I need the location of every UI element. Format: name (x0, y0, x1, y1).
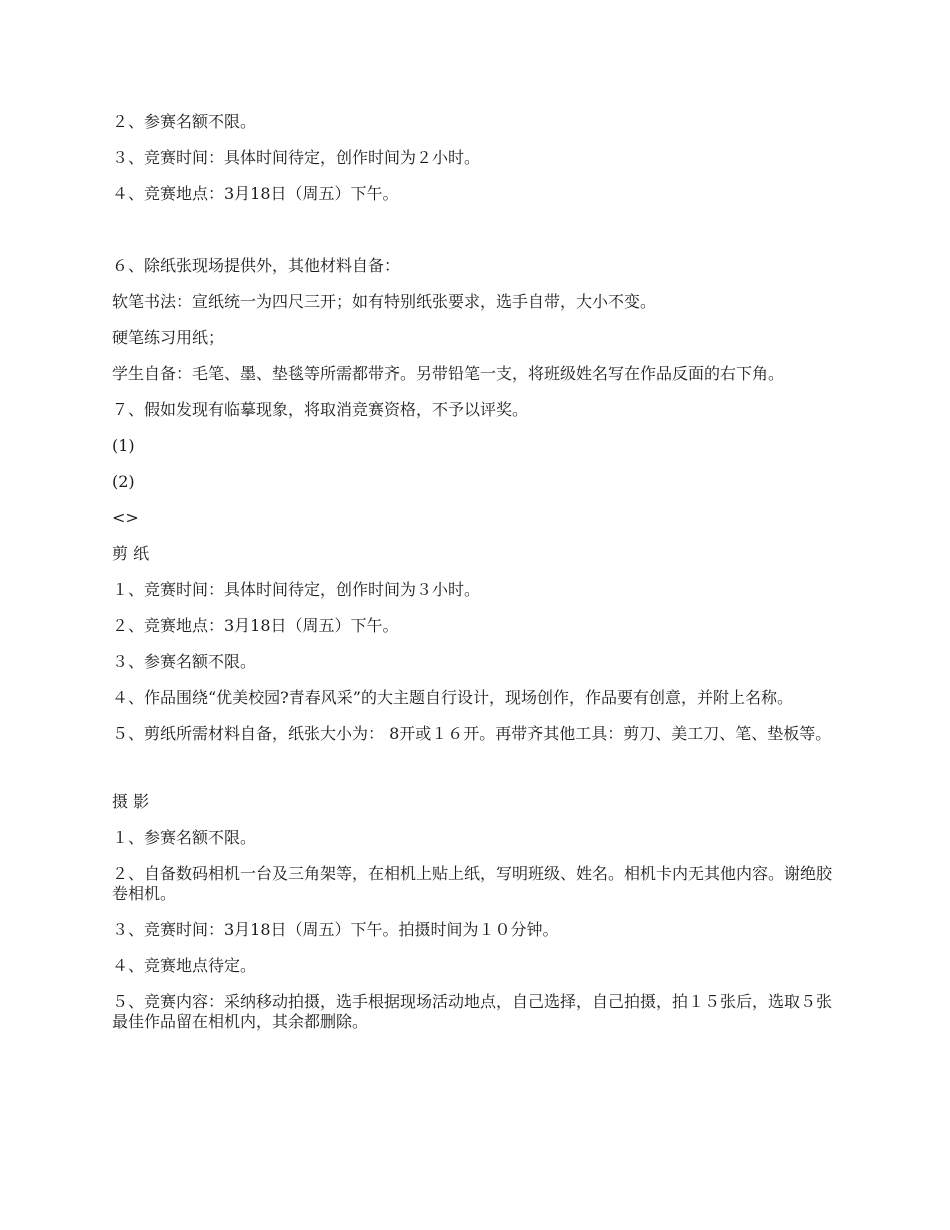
paragraph: ３、竞赛时间：具体时间待定，创作时间为２小时。 (112, 148, 481, 167)
document-page (112, 112, 842, 1048)
list-item: １、竞赛时间：具体时间待定，创作时间为３小时。 (112, 580, 481, 599)
paragraph: (1) (112, 436, 135, 455)
paragraph: ４、竞赛地点：3月18日（周五）下午。 (112, 184, 399, 203)
list-item: ３、参赛名额不限。 (112, 652, 257, 671)
paragraph: <> (112, 508, 139, 527)
section-heading-photography: 摄 影 (112, 792, 150, 811)
list-item: １、参赛名额不限。 (112, 828, 257, 847)
paragraph: ７、假如发现有临摹现象，将取消竞赛资格，不予以评奖。 (112, 400, 529, 419)
list-item: ２、自备数码相机一台及三角架等，在相机上贴上纸，写明班级、姓名。相机卡内无其他内容。谢绝胶卷相机。 (112, 864, 833, 903)
paragraph: 软笔书法：宣纸统一为四尺三开；如有特别纸张要求，选手自带，大小不变。 (112, 292, 657, 311)
list-item: ４、竞赛地点待定。 (112, 956, 257, 975)
list-item: ４、作品围绕“优美校园?青春风采”的大主题自行设计，现场创作，作品要有创意，并附上名称。 (112, 688, 793, 707)
paragraph: 硬笔练习用纸； (112, 328, 225, 347)
paragraph: (2) (112, 472, 135, 491)
list-item: ３、竞赛时间：3月18日（周五）下午。拍摄时间为１０分钟。 (112, 920, 559, 939)
section-heading-papercut: 剪 纸 (112, 544, 150, 563)
list-item: ２、竞赛地点：3月18日（周五）下午。 (112, 616, 399, 635)
list-item: ５、竞赛内容：采纳移动拍摄，选手根据现场活动地点，自己选择，自己拍摄，拍１５张后，选取５张最佳作品留在相机内，其余都删除。 (112, 992, 833, 1031)
paragraph: ６、除纸张现场提供外，其他材料自备： (112, 256, 401, 275)
paragraph: ２、参赛名额不限。 (112, 112, 257, 131)
list-item: ５、剪纸所需材料自备，纸张大小为： 8开或１６开。再带齐其他工具：剪刀、美工刀、笔、垫板等。 (112, 724, 832, 743)
paragraph: 学生自备：毛笔、墨、垫毯等所需都带齐。另带铅笔一支，将班级姓名写在作品反面的右下角。 (112, 364, 785, 383)
